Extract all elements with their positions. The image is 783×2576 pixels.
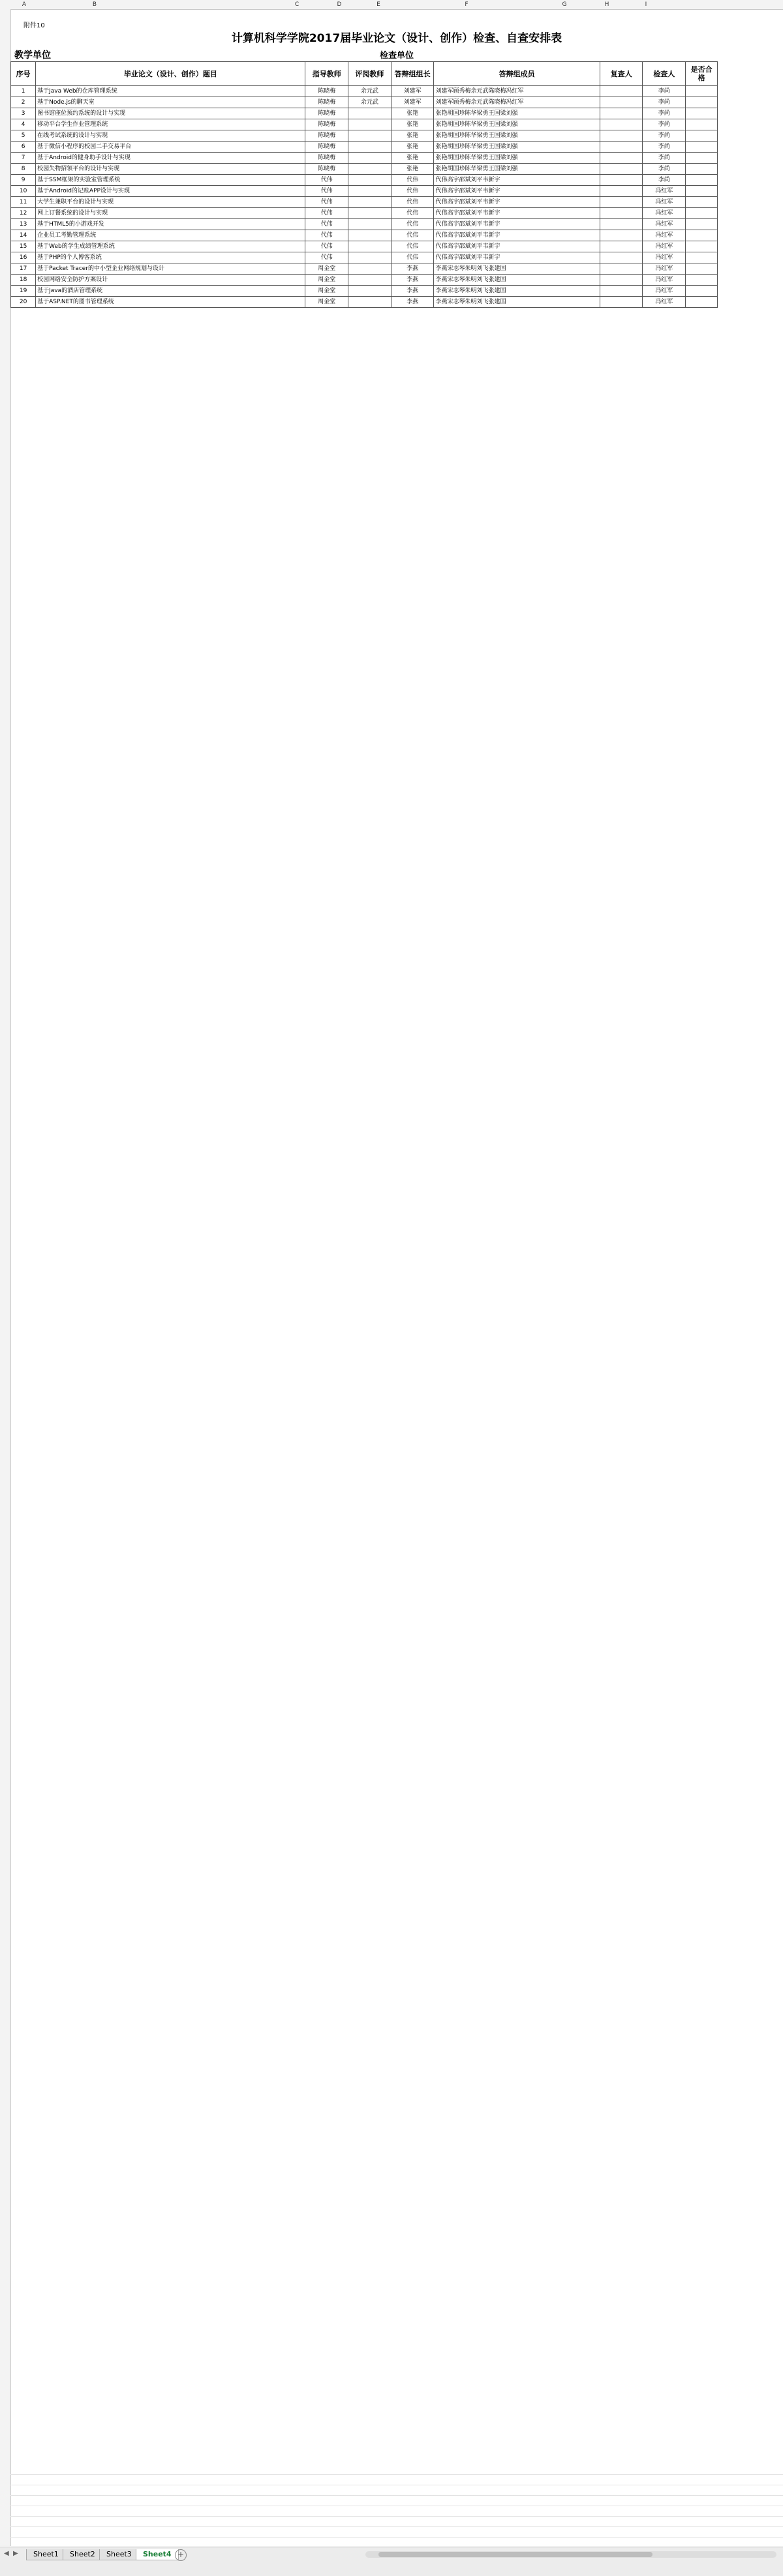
- cell-no[interactable]: 13: [11, 219, 36, 230]
- table-row: [11, 208, 718, 219]
- cell-inspector[interactable]: 李尚: [643, 130, 686, 142]
- cell-qualified[interactable]: [686, 197, 718, 208]
- header-members[interactable]: 答辩组成员: [434, 62, 600, 86]
- header-qualified[interactable]: 是否合格: [686, 62, 718, 86]
- header-no[interactable]: 序号: [11, 62, 36, 86]
- cell-members[interactable]: 代伟高宇邵斌刘平韦新宇: [434, 230, 600, 241]
- header-checker[interactable]: 复查人: [600, 62, 643, 86]
- cell-topic[interactable]: 大学生兼职平台的设计与实现: [36, 197, 305, 208]
- cell-checker[interactable]: [600, 108, 643, 119]
- column-letter-i[interactable]: I: [645, 1, 647, 8]
- cell-inspector[interactable]: 冯红军: [643, 230, 686, 241]
- cell-topic[interactable]: 图书馆座位预约系统的设计与实现: [36, 108, 305, 119]
- cell-members[interactable]: 代伟高宇邵斌刘平韦新宇: [434, 197, 600, 208]
- cell-qualified[interactable]: [686, 263, 718, 275]
- cell-leader[interactable]: 代伟: [391, 208, 434, 219]
- cell-advisor[interactable]: 周金堂: [305, 275, 348, 286]
- cell-inspector[interactable]: 李尚: [643, 119, 686, 130]
- cell-topic[interactable]: 基于Packet Tracer的中小型企业网络规划与设计: [36, 263, 305, 275]
- tab-sheet4[interactable]: Sheet4: [136, 2549, 179, 2560]
- cell-members[interactable]: 张艳胡国珍陈华梁勇王国梁刘强: [434, 164, 600, 175]
- cell-leader[interactable]: 代伟: [391, 197, 434, 208]
- cell-reviewer[interactable]: [348, 142, 392, 153]
- cell-reviewer[interactable]: [348, 197, 392, 208]
- cell-checker[interactable]: [600, 153, 643, 164]
- cell-leader[interactable]: 张艳: [391, 164, 434, 175]
- cell-leader[interactable]: 代伟: [391, 241, 434, 252]
- cell-reviewer[interactable]: [348, 119, 392, 130]
- cell-no[interactable]: 6: [11, 142, 36, 153]
- cell-leader[interactable]: 张艳: [391, 119, 434, 130]
- cell-no[interactable]: 11: [11, 197, 36, 208]
- cell-leader[interactable]: 张艳: [391, 108, 434, 119]
- table-row: [11, 197, 718, 208]
- cell-inspector[interactable]: 李尚: [643, 86, 686, 97]
- cell-checker[interactable]: [600, 186, 643, 197]
- cell-reviewer[interactable]: [348, 297, 392, 308]
- cell-members[interactable]: 张艳胡国珍陈华梁勇王国梁刘强: [434, 142, 600, 153]
- cell-no[interactable]: 20: [11, 297, 36, 308]
- cell-no[interactable]: 15: [11, 241, 36, 252]
- cell-topic[interactable]: 基于Android的健身助手设计与实现: [36, 153, 305, 164]
- cell-members[interactable]: 张艳胡国珍陈华梁勇王国梁刘强: [434, 119, 600, 130]
- cell-reviewer[interactable]: [348, 186, 392, 197]
- cell-leader[interactable]: 李燕: [391, 286, 434, 297]
- cell-members[interactable]: 李燕宋志琴朱明刘飞张建国: [434, 297, 600, 308]
- scroll-last-sheet-icon[interactable]: ▶: [13, 2550, 18, 2557]
- add-sheet-button[interactable]: +: [175, 2549, 187, 2561]
- cell-reviewer[interactable]: 余元武: [348, 86, 392, 97]
- cell-inspector[interactable]: 冯红军: [643, 252, 686, 263]
- table-row: [11, 97, 718, 108]
- cell-leader[interactable]: 李燕: [391, 263, 434, 275]
- cell-reviewer[interactable]: [348, 230, 392, 241]
- cell-checker[interactable]: [600, 252, 643, 263]
- header-reviewer[interactable]: 评阅教师: [348, 62, 392, 86]
- cell-qualified[interactable]: [686, 286, 718, 297]
- cell-qualified[interactable]: [686, 208, 718, 219]
- cell-qualified[interactable]: [686, 119, 718, 130]
- table-row: [11, 230, 718, 241]
- cell-members[interactable]: 代伟高宇邵斌刘平韦新宇: [434, 208, 600, 219]
- cell-leader[interactable]: 张艳: [391, 153, 434, 164]
- cell-checker[interactable]: [600, 263, 643, 275]
- cell-topic[interactable]: 基于Node.js的聊天室: [36, 97, 305, 108]
- table-row: [11, 142, 718, 153]
- cell-checker[interactable]: [600, 197, 643, 208]
- cell-members[interactable]: 刘建军顾秀梅余元武陈晓梅冯红军: [434, 86, 600, 97]
- cell-leader[interactable]: 刘建军: [391, 97, 434, 108]
- cell-qualified[interactable]: [686, 97, 718, 108]
- cell-topic[interactable]: 基于PHP的个人博客系统: [36, 252, 305, 263]
- cell-qualified[interactable]: [686, 230, 718, 241]
- cell-advisor[interactable]: 陈晓梅: [305, 119, 348, 130]
- table-row: [11, 186, 718, 197]
- cell-inspector[interactable]: 冯红军: [643, 208, 686, 219]
- cell-no[interactable]: 4: [11, 119, 36, 130]
- cell-no[interactable]: 1: [11, 86, 36, 97]
- cell-qualified[interactable]: [686, 164, 718, 175]
- cell-checker[interactable]: [600, 97, 643, 108]
- header-leader[interactable]: 答辩组组长: [391, 62, 434, 86]
- header-inspector[interactable]: 检查人: [643, 62, 686, 86]
- table-row: [11, 219, 718, 230]
- cell-reviewer[interactable]: [348, 153, 392, 164]
- cell-no[interactable]: 12: [11, 208, 36, 219]
- table-row: [11, 130, 718, 142]
- column-letter-a[interactable]: A: [22, 1, 27, 8]
- cell-no[interactable]: 3: [11, 108, 36, 119]
- cell-checker[interactable]: [600, 219, 643, 230]
- cell-qualified[interactable]: [686, 130, 718, 142]
- cell-qualified[interactable]: [686, 275, 718, 286]
- cell-inspector[interactable]: 冯红军: [643, 275, 686, 286]
- table-row: [11, 297, 718, 308]
- cell-reviewer[interactable]: [348, 252, 392, 263]
- cell-topic[interactable]: 基于HTML5的小游戏开发: [36, 219, 305, 230]
- cell-no[interactable]: 14: [11, 230, 36, 241]
- table-row: [11, 275, 718, 286]
- cell-topic[interactable]: 基于Java Web的仓库管理系统: [36, 86, 305, 97]
- cell-no[interactable]: 19: [11, 286, 36, 297]
- cell-advisor[interactable]: 陈晓梅: [305, 142, 348, 153]
- cell-advisor[interactable]: 代伟: [305, 241, 348, 252]
- cell-inspector[interactable]: 冯红军: [643, 219, 686, 230]
- cell-no[interactable]: 10: [11, 186, 36, 197]
- page-title: 计算机科学学院2017届毕业论文（设计、创作）检查、自查安排表: [231, 32, 562, 45]
- table-row: [11, 119, 718, 130]
- cell-checker[interactable]: [600, 164, 643, 175]
- tab-sheet3[interactable]: Sheet3: [99, 2549, 139, 2560]
- cell-checker[interactable]: [600, 86, 643, 97]
- cell-advisor[interactable]: 陈晓梅: [305, 86, 348, 97]
- column-letter-e[interactable]: E: [376, 1, 380, 8]
- cell-checker[interactable]: [600, 297, 643, 308]
- sheet-grid[interactable]: [10, 9, 783, 2546]
- cell-leader[interactable]: 代伟: [391, 186, 434, 197]
- cell-reviewer[interactable]: [348, 286, 392, 297]
- cell-no[interactable]: 5: [11, 130, 36, 142]
- cell-inspector[interactable]: 冯红军: [643, 286, 686, 297]
- cell-inspector[interactable]: 李尚: [643, 108, 686, 119]
- table-row: [11, 263, 718, 275]
- cell-members[interactable]: 张艳胡国珍陈华梁勇王国梁刘强: [434, 153, 600, 164]
- cell-qualified[interactable]: [686, 241, 718, 252]
- cell-reviewer[interactable]: [348, 130, 392, 142]
- cell-topic[interactable]: 基于SSM框架的实验室管理系统: [36, 175, 305, 186]
- cell-leader[interactable]: 张艳: [391, 142, 434, 153]
- cell-advisor[interactable]: 陈晓梅: [305, 130, 348, 142]
- cell-members[interactable]: 代伟高宇邵斌刘平韦新宇: [434, 175, 600, 186]
- table-row: [11, 108, 718, 119]
- cell-topic[interactable]: 基于ASP.NET的图书管理系统: [36, 297, 305, 308]
- cell-advisor[interactable]: 代伟: [305, 230, 348, 241]
- table-row: [11, 252, 718, 263]
- column-letter-c[interactable]: C: [294, 1, 299, 8]
- cell-members[interactable]: 代伟高宇邵斌刘平韦新宇: [434, 241, 600, 252]
- cell-qualified[interactable]: [686, 186, 718, 197]
- horizontal-scrollbar[interactable]: [365, 2551, 776, 2558]
- row-header-bar: [0, 9, 11, 2546]
- cell-inspector[interactable]: 冯红军: [643, 241, 686, 252]
- cell-members[interactable]: 李燕宋志琴朱明刘飞张建国: [434, 263, 600, 275]
- table-row: [11, 153, 718, 164]
- cell-topic[interactable]: 基于Android的记账APP设计与实现: [36, 186, 305, 197]
- cell-checker[interactable]: [600, 175, 643, 186]
- cell-advisor[interactable]: 周金堂: [305, 286, 348, 297]
- sheet-tab-bar: [0, 2547, 783, 2576]
- cell-qualified[interactable]: [686, 297, 718, 308]
- column-letter-g[interactable]: G: [562, 1, 567, 8]
- cell-topic[interactable]: 网上订餐系统的设计与实现: [36, 208, 305, 219]
- cell-advisor[interactable]: 陈晓梅: [305, 153, 348, 164]
- cell-leader[interactable]: 李燕: [391, 275, 434, 286]
- cell-leader[interactable]: 李燕: [391, 297, 434, 308]
- cell-leader[interactable]: 代伟: [391, 252, 434, 263]
- cell-qualified[interactable]: [686, 108, 718, 119]
- cell-qualified[interactable]: [686, 86, 718, 97]
- cell-inspector[interactable]: 冯红军: [643, 297, 686, 308]
- cell-no[interactable]: 9: [11, 175, 36, 186]
- cell-advisor[interactable]: 代伟: [305, 208, 348, 219]
- cell-topic[interactable]: 基于Web的学生成绩管理系统: [36, 241, 305, 252]
- cell-members[interactable]: 张艳胡国珍陈华梁勇王国梁刘强: [434, 108, 600, 119]
- cell-advisor[interactable]: 代伟: [305, 197, 348, 208]
- cell-reviewer[interactable]: [348, 263, 392, 275]
- tab-sheet2[interactable]: Sheet2: [63, 2549, 102, 2560]
- table-row: [11, 164, 718, 175]
- table-row: [11, 241, 718, 252]
- table-row: [11, 286, 718, 297]
- cell-inspector[interactable]: 冯红军: [643, 197, 686, 208]
- cell-leader[interactable]: 代伟: [391, 230, 434, 241]
- cell-checker[interactable]: [600, 241, 643, 252]
- cell-topic[interactable]: 校园失物招领平台的设计与实现: [36, 164, 305, 175]
- tab-sheet1[interactable]: Sheet1: [26, 2549, 66, 2560]
- cell-advisor[interactable]: 周金堂: [305, 297, 348, 308]
- cell-leader[interactable]: 代伟: [391, 219, 434, 230]
- cell-checker[interactable]: [600, 275, 643, 286]
- cell-topic[interactable]: 在线考试系统的设计与实现: [36, 130, 305, 142]
- cell-checker[interactable]: [600, 230, 643, 241]
- cell-inspector[interactable]: 李尚: [643, 153, 686, 164]
- cell-members[interactable]: 代伟高宇邵斌刘平韦新宇: [434, 219, 600, 230]
- cell-topic[interactable]: 校园网络安全防护方案设计: [36, 275, 305, 286]
- cell-advisor[interactable]: 代伟: [305, 219, 348, 230]
- cell-inspector[interactable]: 李尚: [643, 175, 686, 186]
- inspection-unit-label: 检查单位: [379, 51, 414, 61]
- column-header-bar: [0, 0, 783, 10]
- cell-inspector[interactable]: 冯红军: [643, 263, 686, 275]
- header-advisor[interactable]: 指导教师: [305, 62, 348, 86]
- cell-advisor[interactable]: 代伟: [305, 252, 348, 263]
- empty-rows-area[interactable]: [10, 2474, 783, 2546]
- cell-topic[interactable]: 移动平台学生作业管理系统: [36, 119, 305, 130]
- scroll-first-sheet-icon[interactable]: ◀: [4, 2550, 9, 2557]
- column-letter-f[interactable]: F: [465, 1, 468, 8]
- cell-advisor[interactable]: 周金堂: [305, 263, 348, 275]
- column-letter-h[interactable]: H: [604, 1, 609, 8]
- cell-no[interactable]: 17: [11, 263, 36, 275]
- cell-no[interactable]: 7: [11, 153, 36, 164]
- cell-checker[interactable]: [600, 208, 643, 219]
- cell-members[interactable]: 张艳胡国珍陈华梁勇王国梁刘强: [434, 130, 600, 142]
- table-header-row: [11, 62, 718, 86]
- cell-no[interactable]: 18: [11, 275, 36, 286]
- cell-no[interactable]: 8: [11, 164, 36, 175]
- table-row: [11, 86, 718, 97]
- cell-inspector[interactable]: 冯红军: [643, 186, 686, 197]
- cell-inspector[interactable]: 李尚: [643, 164, 686, 175]
- cell-qualified[interactable]: [686, 175, 718, 186]
- cell-topic[interactable]: 基于Java的酒店管理系统: [36, 286, 305, 297]
- cell-inspector[interactable]: 李尚: [643, 97, 686, 108]
- cell-leader[interactable]: 代伟: [391, 175, 434, 186]
- cell-leader[interactable]: 刘建军: [391, 86, 434, 97]
- cell-leader[interactable]: 张艳: [391, 130, 434, 142]
- cell-reviewer[interactable]: [348, 108, 392, 119]
- cell-reviewer[interactable]: [348, 208, 392, 219]
- column-letter-d[interactable]: D: [337, 1, 342, 8]
- cell-reviewer[interactable]: [348, 175, 392, 186]
- cell-reviewer[interactable]: [348, 275, 392, 286]
- cell-advisor[interactable]: 陈晓梅: [305, 97, 348, 108]
- cell-checker[interactable]: [600, 130, 643, 142]
- cell-qualified[interactable]: [686, 153, 718, 164]
- column-letter-b[interactable]: B: [92, 1, 97, 8]
- cell-checker[interactable]: [600, 286, 643, 297]
- cell-qualified[interactable]: [686, 142, 718, 153]
- cell-members[interactable]: 刘建军顾秀梅余元武陈晓梅冯红军: [434, 97, 600, 108]
- cell-members[interactable]: 李燕宋志琴朱明刘飞张建国: [434, 286, 600, 297]
- cell-reviewer[interactable]: 余元武: [348, 97, 392, 108]
- cell-reviewer[interactable]: [348, 219, 392, 230]
- cell-qualified[interactable]: [686, 219, 718, 230]
- table-body: [11, 86, 718, 308]
- cell-qualified[interactable]: [686, 252, 718, 263]
- cell-advisor[interactable]: 代伟: [305, 186, 348, 197]
- cell-reviewer[interactable]: [348, 164, 392, 175]
- scrollbar-thumb[interactable]: [378, 2552, 652, 2557]
- teaching-unit-label: 教学单位: [14, 50, 51, 61]
- schedule-table: [10, 61, 718, 308]
- cell-no[interactable]: 16: [11, 252, 36, 263]
- header-topic[interactable]: 毕业论文（设计、创作）题目: [36, 62, 305, 86]
- cell-checker[interactable]: [600, 142, 643, 153]
- table-row: [11, 175, 718, 186]
- cell-members[interactable]: 代伟高宇邵斌刘平韦新宇: [434, 186, 600, 197]
- cell-inspector[interactable]: 李尚: [643, 142, 686, 153]
- cell-no[interactable]: 2: [11, 97, 36, 108]
- cell-members[interactable]: 李燕宋志琴朱明刘飞张建国: [434, 275, 600, 286]
- cell-topic[interactable]: 企业员工考勤管理系统: [36, 230, 305, 241]
- cell-reviewer[interactable]: [348, 241, 392, 252]
- cell-advisor[interactable]: 代伟: [305, 175, 348, 186]
- cell-advisor[interactable]: 陈晓梅: [305, 164, 348, 175]
- cell-topic[interactable]: 基于微信小程序的校园二手交易平台: [36, 142, 305, 153]
- cell-advisor[interactable]: 陈晓梅: [305, 108, 348, 119]
- cell-members[interactable]: 代伟高宇邵斌刘平韦新宇: [434, 252, 600, 263]
- cell-checker[interactable]: [600, 119, 643, 130]
- attachment-note: 附件10: [23, 22, 45, 29]
